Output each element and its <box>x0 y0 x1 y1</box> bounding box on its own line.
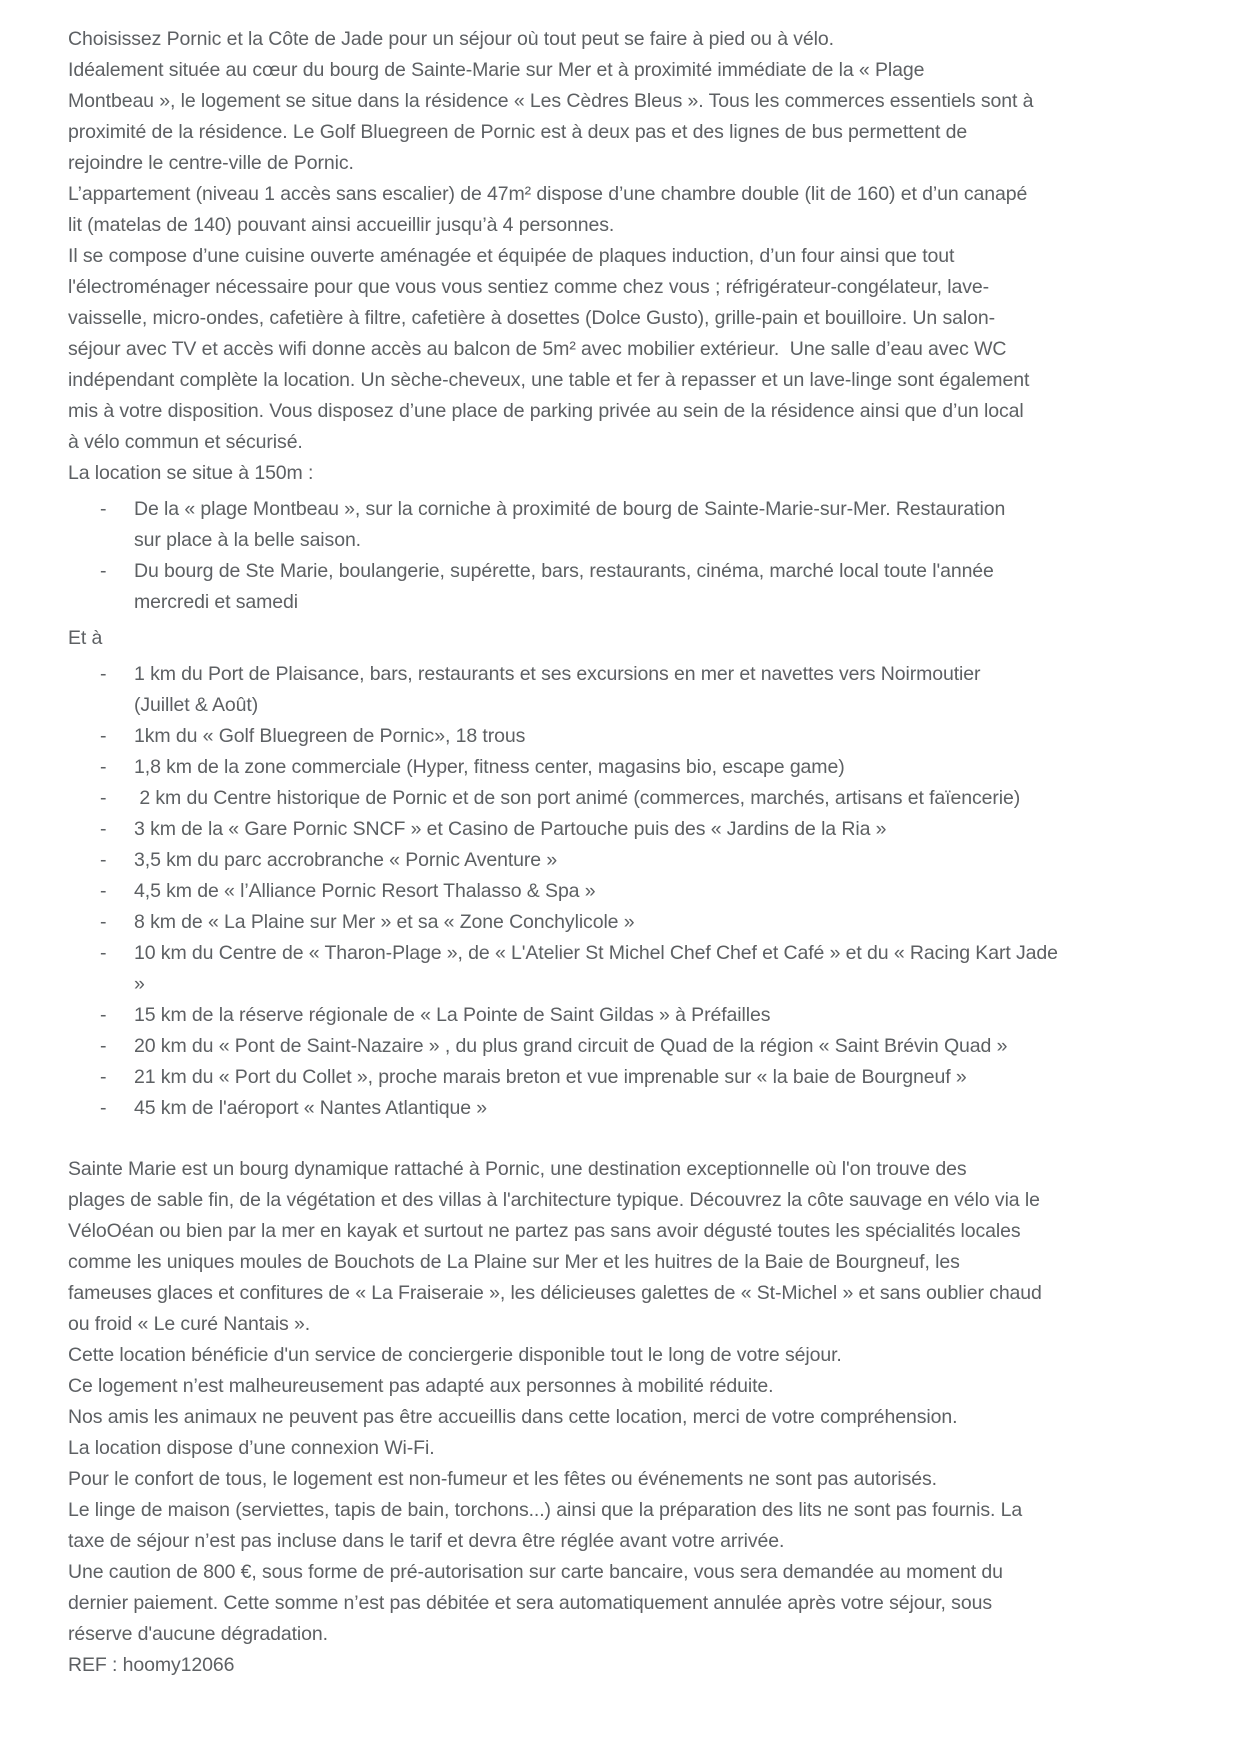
dash-bullet: - <box>100 560 107 582</box>
outro-paragraph: Sainte Marie est un bourg dynamique rattaché à Pornic, une destination exceptionnelle où l'on trouve des plages de sable fin, de la végétation et des villas à l'architecture typique. Découvrez la côte sauvage en vélo via le VéloOéan ou bien par la mer en kayak et surtout ne partez pas sans avoir dégusté toutes les spécialités locales comme les uniques moules de Bouchots de La Plaine sur Mer et les huitres de la Baie de Bourgneuf, les fameuses glaces et confitures de « La Fraiseraie », les délicieuses galettes de « St-Michel » et sans oublier chaud ou froid « Le curé Nantais ». Cette location bénéficie d'un service de conciergerie disponible tout le long de votre séjour. Ce logement n’est malheureusement pas adapté aux personnes à mobilité réduite. Nos amis les animaux ne peuvent pas être accueillis dans cette location, merci de votre compréhension. La location dispose d’une connexion Wi-Fi. Pour le confort de tous, le logement est non-fumeur et les fêtes ou événements ne sont pas autorisés. Le linge de maison (serviettes, tapis de bain, torchons...) ainsi que la préparation des lits ne sont pas fournis. La taxe de séjour n’est pas incluse dans le tarif et devra être réglée avant votre arrivée. Une caution de 800 €, sous forme de pré-autorisation sur carte bancaire, vous sera demandée au moment du dernier paiement. Cette somme n’est pas débitée et sera automatiquement annulée après votre séjour, sous réserve d'aucune dégradation. REF : hoomy12066 <box>68 1158 1042 1676</box>
dash-bullet: - <box>100 1066 107 1088</box>
list-item-text: 8 km de « La Plaine sur Mer » et sa « Zone Conchylicole » <box>134 911 635 933</box>
dash-bullet: - <box>100 942 107 964</box>
list-item-text: De la « plage Montbeau », sur la corniche à proximité de bourg de Sainte-Marie-sur-Mer. Restauration sur place à la belle saison. <box>134 498 1006 551</box>
list-item-text: 3,5 km du parc accrobranche « Pornic Aventure » <box>134 849 558 871</box>
dash-bullet: - <box>100 787 107 809</box>
list-item <box>68 494 1176 556</box>
list-item-text: 21 km du « Port du Collet », proche marais breton et vue imprenable sur « la baie de Bourgneuf » <box>134 1066 967 1088</box>
dash-bullet: - <box>100 1035 107 1057</box>
intro-paragraph: Choisissez Pornic et la Côte de Jade pour un séjour où tout peut se faire à pied ou à vélo. Idéalement située au cœur du bourg de Sainte-Marie sur Mer et à proximité immédiate de la « Plage Montbeau », le logement se situe dans la résidence « Les Cèdres Bleus ». Tous les commerces essentiels sont à proximité de la résidence. Le Golf Bluegreen de Pornic est à deux pas et des lignes de bus permettent de rejoindre le centre-ville de Pornic. L’appartement (niveau 1 accès sans escalier) de 47m² dispose d’une chambre double (lit de 160) et d’un canapé lit (matelas de 140) pouvant ainsi accueillir jusqu’à 4 personnes. Il se compose d’une cuisine ouverte aménagée et équipée de plaques induction, d’un four ainsi que tout l'électroménager nécessaire pour que vous vous sentiez comme chez vous ; réfrigérateur-congélateur, lave- vaisselle, micro-ondes, cafetière à filtre, cafetière à dosettes (Dolce Gusto), grille-pain et bouilloire. Un salon- séjour avec TV et accès wifi donne accès au balcon de 5m² avec mobilier extérieur. Une salle d’eau avec WC indépendant complète la location. Un sèche-cheveux, une table et fer à repasser et un lave-linge sont également mis à votre disposition. Vous disposez d’une place de parking privée au sein de la résidence ainsi que d’un local à vélo commun et sécurisé. La location se situe à 150m : <box>68 28 1034 484</box>
dash-bullet: - <box>100 498 107 520</box>
list-item <box>68 907 1176 938</box>
distances-list <box>68 659 1176 1124</box>
list-item <box>68 783 1176 814</box>
list-item-text: 1km du « Golf Bluegreen de Pornic», 18 trous <box>134 725 526 747</box>
list-item-text: 45 km de l'aéroport « Nantes Atlantique » <box>134 1097 488 1119</box>
nearby-150m-list <box>68 494 1176 618</box>
blank-line <box>68 1129 1176 1154</box>
list-item-text: 4,5 km de « l’Alliance Pornic Resort Thalasso & Spa » <box>134 880 596 902</box>
list-item-text: 1 km du Port de Plaisance, bars, restaurants et ses excursions en mer et navettes vers Noirmoutier (Juillet & Août) <box>134 663 981 716</box>
dash-bullet: - <box>100 756 107 778</box>
dash-bullet: - <box>100 849 107 871</box>
list-item <box>68 752 1176 783</box>
list-item-text: 3 km de la « Gare Pornic SNCF » et Casino de Partouche puis des « Jardins de la Ria » <box>134 818 887 840</box>
dash-bullet: - <box>100 1004 107 1026</box>
dash-bullet: - <box>100 818 107 840</box>
list-item <box>68 556 1176 618</box>
dash-bullet: - <box>100 1097 107 1119</box>
list-item <box>68 721 1176 752</box>
list-item <box>68 1000 1176 1031</box>
list-item <box>68 1031 1176 1062</box>
list-item-text: 10 km du Centre de « Tharon-Plage », de « L'Atelier St Michel Chef Chef et Café » et du « Racing Kart Jade » <box>134 942 1058 995</box>
list-item <box>68 1093 1176 1124</box>
dash-bullet: - <box>100 663 107 685</box>
list-item-text: 1,8 km de la zone commerciale (Hyper, fitness center, magasins bio, escape game) <box>134 756 845 778</box>
list-item <box>68 659 1176 721</box>
dash-bullet: - <box>100 911 107 933</box>
dash-bullet: - <box>100 880 107 902</box>
list-item-text: 15 km de la réserve régionale de « La Pointe de Saint Gildas » à Préfailles <box>134 1004 771 1026</box>
dash-bullet: - <box>100 725 107 747</box>
list-item <box>68 938 1176 1000</box>
list-item-text: 20 km du « Pont de Saint-Nazaire » , du plus grand circuit de Quad de la région « Saint Brévin Quad » <box>134 1035 1008 1057</box>
list-item-text: Du bourg de Ste Marie, boulangerie, supérette, bars, restaurants, cinéma, marché local toute l'année mercredi et samedi <box>134 560 994 613</box>
list-item-text: 2 km du Centre historique de Pornic et de son port animé (commerces, marchés, artisans et faïencerie) <box>134 787 1021 809</box>
list-item <box>68 1062 1176 1093</box>
list-item <box>68 845 1176 876</box>
list-item <box>68 814 1176 845</box>
list-item <box>68 876 1176 907</box>
et-a-line: Et à <box>68 627 103 649</box>
